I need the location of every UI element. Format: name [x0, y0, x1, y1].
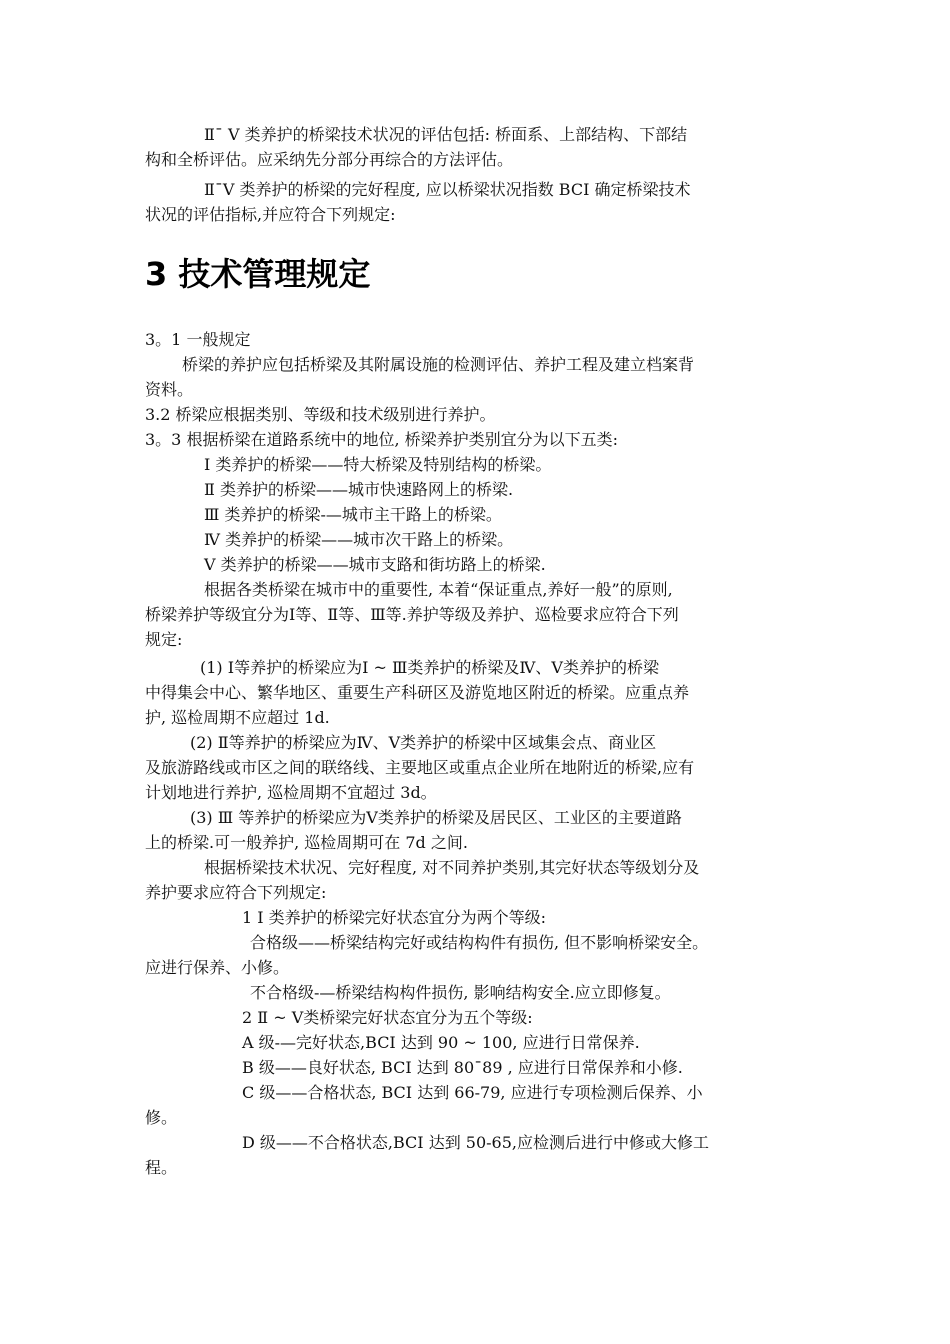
paragraph-line: 护, 巡检周期不应超过 1d. — [145, 708, 330, 727]
subsection-3-3: 3。3 根据桥梁在道路系统中的地位, 桥梁养护类别宜分为以下五类: — [145, 430, 619, 449]
paragraph-line: 中得集会中心、繁华地区、重要生产科研区及游览地区附近的桥梁。应重点养 — [145, 683, 690, 702]
paragraph-line: 规定: — [145, 630, 183, 649]
rule-subitem: 合格级——桥梁结构完好或结构构件有损伤, 但不影响桥梁安全。 — [250, 933, 709, 952]
category-item: Ⅱ 类养护的桥梁——城市快速路网上的桥梁. — [204, 480, 514, 499]
category-item: Ⅲ 类养护的桥梁-—城市主干路上的桥梁。 — [204, 505, 502, 524]
subsection-3-2: 3.2 桥梁应根据类别、等级和技术级别进行养护。 — [145, 405, 496, 424]
paragraph-line: 养护要求应符合下列规定: — [145, 883, 327, 902]
intro-line-4: 状况的评估指标,并应符合下列规定: — [145, 205, 396, 224]
paragraph-line: 桥梁的养护应包括桥梁及其附属设施的检测评估、养护工程及建立档案背 — [182, 355, 695, 374]
paragraph-line: 资料。 — [145, 380, 194, 399]
section-heading: 3 技术管理规定 — [145, 255, 371, 293]
subsection-3-1: 3。1 一般规定 — [145, 330, 251, 349]
rule-item-2: 2 Ⅱ ~ Ⅴ类桥梁完好状态宜分为五个等级: — [242, 1008, 533, 1027]
paragraph-line: 桥梁养护等级宜分为Ⅰ等、Ⅱ等、Ⅲ等.养护等级及养护、巡检要求应符合下列 — [145, 605, 679, 624]
paragraph-line: 上的桥梁.可一般养护, 巡检周期可在 7d 之间. — [145, 833, 468, 852]
paragraph-line: 根据各类桥梁在城市中的重要性, 本着“保证重点,养好一般”的原则, — [204, 580, 673, 599]
grade-item-1: (1) Ⅰ等养护的桥梁应为Ⅰ ~ Ⅲ类养护的桥梁及Ⅳ、Ⅴ类养护的桥梁 — [200, 658, 659, 677]
paragraph-line: 程。 — [145, 1158, 178, 1177]
grade-item-2: (2) Ⅱ等养护的桥梁应为Ⅳ、Ⅴ类养护的桥梁中区域集会点、商业区 — [190, 733, 657, 752]
rule-item-1: 1 Ⅰ 类养护的桥梁完好状态宜分为两个等级: — [242, 908, 547, 927]
grade-item-3: (3) Ⅲ 等养护的桥梁应为Ⅴ类养护的桥梁及居民区、工业区的主要道路 — [190, 808, 682, 827]
paragraph-line: 计划地进行养护, 巡检周期不宜超过 3d。 — [145, 783, 437, 802]
grade-level-b: B 级——良好状态, BCI 达到 80¯89 , 应进行日常保养和小修. — [242, 1058, 683, 1077]
category-item: Ⅴ 类养护的桥梁——城市支路和街坊路上的桥梁. — [204, 555, 546, 574]
paragraph-line: 根据桥梁技术状况、完好程度, 对不同养护类别,其完好状态等级划分及 — [204, 858, 700, 877]
paragraph-line: 及旅游路线或市区之间的联络线、主要地区或重点企业所在地附近的桥梁,应有 — [145, 758, 695, 777]
intro-line-3: Ⅱ¯Ⅴ 类养护的桥梁的完好程度, 应以桥梁状况指数 BCI 确定桥梁技术 — [204, 180, 691, 199]
grade-level-a: A 级-—完好状态,BCI 达到 90 ~ 100, 应进行日常保养. — [242, 1033, 640, 1052]
grade-level-c: C 级——合格状态, BCI 达到 66-79, 应进行专项检测后保养、小 — [242, 1083, 703, 1102]
grade-level-d: D 级——不合格状态,BCI 达到 50-65,应检测后进行中修或大修工 — [242, 1133, 710, 1152]
category-item: Ⅳ 类养护的桥梁——城市次干路上的桥梁。 — [204, 530, 514, 549]
rule-subitem: 不合格级-—桥梁结构构件损伤, 影响结构安全.应立即修复。 — [250, 983, 671, 1002]
intro-line-1: Ⅱ¯ Ⅴ 类养护的桥梁技术状况的评估包括: 桥面系、上部结构、下部结 — [204, 125, 688, 144]
intro-line-2: 构和全桥评估。应采纳先分部分再综合的方法评估。 — [145, 150, 514, 169]
category-item: Ⅰ 类养护的桥梁——特大桥梁及特别结构的桥梁。 — [204, 455, 552, 474]
paragraph-line: 应进行保养、小修。 — [145, 958, 290, 977]
paragraph-line: 修。 — [145, 1108, 178, 1127]
